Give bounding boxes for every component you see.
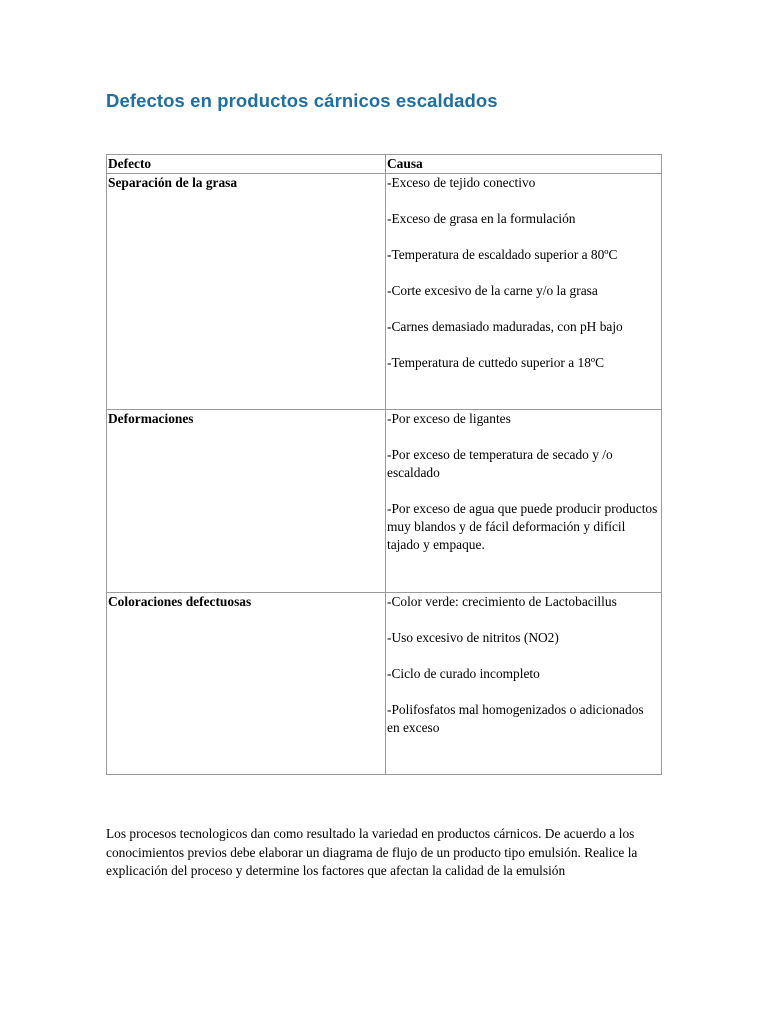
cause-item: -Ciclo de curado incompleto: [387, 666, 540, 681]
table-row: [107, 410, 662, 593]
table-row: [107, 174, 662, 410]
defect-name: Coloraciones defectuosas: [108, 594, 252, 609]
header-cause: Causa: [386, 155, 662, 174]
defect-cell: [107, 410, 386, 593]
cause-item: -Exceso de grasa en la formulación: [387, 211, 576, 226]
table-row: [107, 593, 662, 775]
cause-item: -Por exceso de ligantes: [387, 411, 511, 426]
cause-item: -Color verde: crecimiento de Lactobacillus: [387, 594, 617, 609]
defects-table: [106, 154, 662, 775]
cause-item: -Uso excesivo de nitritos (NO2): [387, 630, 559, 645]
cause-item: -Corte excesivo de la carne y/o la grasa: [387, 283, 598, 298]
cause-item: -Carnes demasiado maduradas, con pH bajo: [387, 319, 623, 334]
header-defect: Defecto: [107, 155, 386, 174]
defect-cell: [107, 174, 386, 410]
cause-item: -Exceso de tejido conectivo: [387, 175, 536, 190]
cause-item: -Por exceso de temperatura de secado y /o escaldado: [387, 447, 613, 480]
defect-name: Deformaciones: [108, 411, 194, 426]
cause-cell: [386, 410, 662, 593]
instructions-paragraph: Los procesos tecnologicos dan como resultado la variedad en productos cárnicos. De acuerdo a los conocimientos previos debe elaborar un diagrama de flujo de un producto tipo emulsión. Realice la explicación del proceso y determine los factores que afectan la calidad de la emulsión: [106, 826, 638, 878]
cause-item: -Por exceso de agua que puede producir productos muy blandos y de fácil deformación y difícil tajado y empaque.: [387, 501, 658, 552]
document-title: Defectos en productos cárnicos escaldados: [106, 90, 498, 111]
cause-item: -Temperatura de escaldado superior a 80ºC: [387, 247, 618, 262]
defect-name: Separación de la grasa: [108, 175, 238, 190]
table-header-row: [107, 155, 662, 174]
defect-cell: [107, 593, 386, 775]
cause-cell: [386, 593, 662, 775]
cause-item: -Polifosfatos mal homogenizados o adicionados en exceso: [387, 702, 644, 735]
cause-cell: [386, 174, 662, 410]
cause-item: -Temperatura de cuttedo superior a 18ºC: [387, 355, 605, 370]
